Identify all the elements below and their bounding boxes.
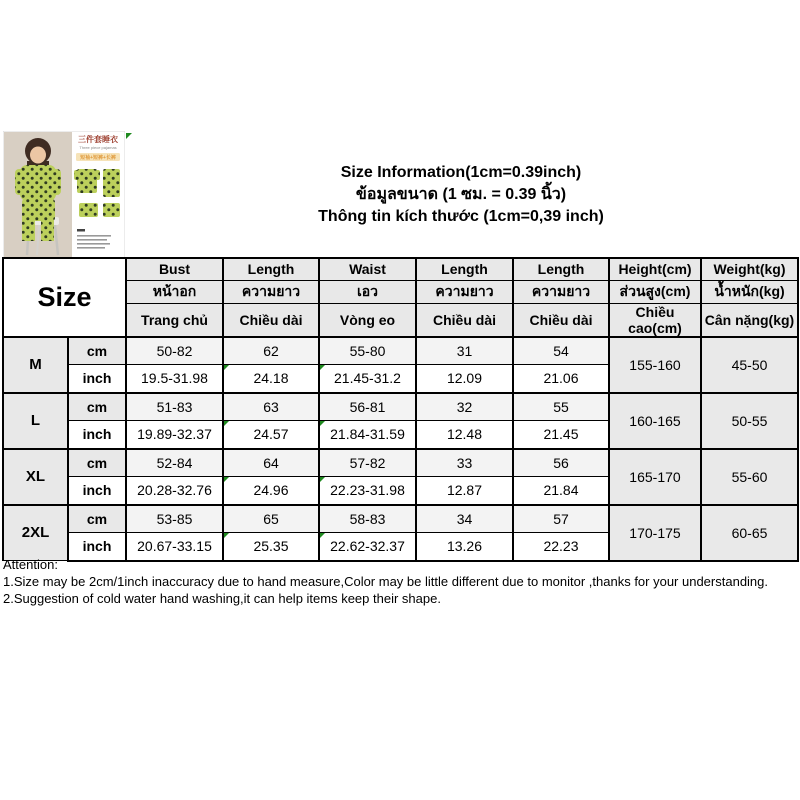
size-row-2XL-cm (3, 505, 798, 533)
col-header-vi-4: Chiều dài (513, 303, 609, 337)
value-inch-M-2: 21.45-31.2 (319, 365, 416, 393)
value-cm-2XL-2: 58-83 (319, 505, 416, 533)
value-cm-L-2: 56-81 (319, 393, 416, 421)
size-name-M: M (3, 337, 68, 393)
col-header-en-5: Height(cm) (609, 258, 701, 280)
value-inch-XL-4: 21.84 (513, 477, 609, 505)
value-cm-XL-0: 52-84 (126, 449, 223, 477)
value-cm-M-4: 54 (513, 337, 609, 365)
value-inch-XL-3: 12.87 (416, 477, 513, 505)
thumb-pants (103, 169, 120, 197)
value-cm-L-3: 32 (416, 393, 513, 421)
unit-cm-cell: cm (68, 337, 126, 365)
col-header-th-0: หน้าอก (126, 280, 223, 303)
height-range-XL: 165-170 (609, 449, 701, 505)
unit-cm-cell: cm (68, 449, 126, 477)
value-cm-XL-3: 33 (416, 449, 513, 477)
value-inch-2XL-0: 20.67-33.15 (126, 533, 223, 561)
value-inch-L-1: 24.57 (223, 421, 319, 449)
title-line-th: ข้อมูลขนาด (1 ซม. = 0.39 นิ้ว) (355, 186, 567, 203)
weight-range-2XL: 60-65 (701, 505, 798, 561)
unit-inch-cell: inch (68, 477, 126, 505)
excel-corner-marker (126, 133, 132, 139)
col-header-th-4: ความยาว (513, 280, 609, 303)
col-header-th-5: ส่วนสูง(cm) (609, 280, 701, 303)
value-cm-M-3: 31 (416, 337, 513, 365)
value-inch-XL-0: 20.28-32.76 (126, 477, 223, 505)
height-range-M: 155-160 (609, 337, 701, 393)
col-header-th-2: เอว (319, 280, 416, 303)
photo-label-cn: 三件套睡衣 (78, 135, 118, 144)
col-header-en-4: Length (513, 258, 609, 280)
col-header-en-3: Length (416, 258, 513, 280)
value-cm-2XL-4: 57 (513, 505, 609, 533)
value-cm-2XL-0: 53-85 (126, 505, 223, 533)
value-inch-M-0: 19.5-31.98 (126, 365, 223, 393)
col-header-th-3: ความยาว (416, 280, 513, 303)
col-header-th-6: น้ำหนัก(kg) (701, 280, 798, 303)
value-inch-M-3: 12.09 (416, 365, 513, 393)
size-row-M-cm (3, 337, 798, 365)
unit-inch-cell: inch (68, 421, 126, 449)
size-header-cell: Size (3, 258, 126, 337)
thumb-shorts (79, 203, 98, 217)
col-header-en-2: Waist (319, 258, 416, 280)
attention-line-2: 2.Suggestion of cold water hand washing,it can help items keep their shape. (3, 591, 441, 606)
weight-range-M: 45-50 (701, 337, 798, 393)
pajama-pants (22, 199, 55, 221)
value-cm-L-4: 55 (513, 393, 609, 421)
value-cm-L-0: 51-83 (126, 393, 223, 421)
value-inch-M-1: 24.18 (223, 365, 319, 393)
attention-block (3, 556, 797, 607)
size-table (2, 257, 799, 562)
value-inch-XL-2: 22.23-31.98 (319, 477, 416, 505)
size-row-L-cm (3, 393, 798, 421)
product-photo-art (3, 131, 125, 258)
height-range-L: 160-165 (609, 393, 701, 449)
unit-inch-cell: inch (68, 533, 126, 561)
photo-label-items: 短袖+短裤+长裤 (80, 155, 116, 161)
value-inch-L-2: 21.84-31.59 (319, 421, 416, 449)
unit-inch-cell: inch (68, 365, 126, 393)
value-inch-2XL-3: 13.26 (416, 533, 513, 561)
photo-label-en: Three piece pajamas (79, 145, 117, 150)
value-inch-M-4: 21.06 (513, 365, 609, 393)
size-name-2XL: 2XL (3, 505, 68, 561)
weight-range-L: 50-55 (701, 393, 798, 449)
title-block (125, 162, 797, 228)
value-inch-L-3: 12.48 (416, 421, 513, 449)
col-header-vi-3: Chiều dài (416, 303, 513, 337)
value-cm-M-0: 50-82 (126, 337, 223, 365)
value-cm-XL-1: 64 (223, 449, 319, 477)
col-header-en-1: Length (223, 258, 319, 280)
model-face (30, 147, 46, 164)
size-table-header (3, 258, 798, 337)
size-table-body (3, 337, 798, 561)
thumb-shirt (77, 169, 97, 193)
value-inch-2XL-1: 25.35 (223, 533, 319, 561)
pajama-top (20, 165, 56, 201)
value-inch-2XL-2: 22.62-32.37 (319, 533, 416, 561)
value-cm-XL-4: 56 (513, 449, 609, 477)
size-name-L: L (3, 393, 68, 449)
value-cm-2XL-1: 65 (223, 505, 319, 533)
col-header-th-1: ความยาว (223, 280, 319, 303)
value-cm-XL-2: 57-82 (319, 449, 416, 477)
col-header-vi-0: Trang chủ (126, 303, 223, 337)
value-inch-2XL-4: 22.23 (513, 533, 609, 561)
value-inch-XL-1: 24.96 (223, 477, 319, 505)
value-inch-L-0: 19.89-32.37 (126, 421, 223, 449)
unit-cm-cell: cm (68, 505, 126, 533)
value-cm-2XL-3: 34 (416, 505, 513, 533)
attention-heading: Attention: (3, 557, 58, 572)
col-header-vi-6: Cân nặng(kg) (701, 303, 798, 337)
attention-line-1: 1.Size may be 2cm/1inch inaccuracy due to hand measure,Color may be little different due to monitor ,thanks for your understanding. (3, 574, 769, 589)
title-line-en: Size Information(1cm=0.39inch) (340, 164, 582, 181)
weight-range-XL: 55-60 (701, 449, 798, 505)
value-inch-L-4: 21.45 (513, 421, 609, 449)
col-header-en-0: Bust (126, 258, 223, 280)
value-cm-M-2: 55-80 (319, 337, 416, 365)
title-line-vi: Thông tin kích thước (1cm=0,39 inch) (318, 208, 604, 225)
value-cm-M-1: 62 (223, 337, 319, 365)
col-header-vi-2: Vòng eo (319, 303, 416, 337)
value-cm-L-1: 63 (223, 393, 319, 421)
col-header-vi-5: Chiều cao(cm) (609, 303, 701, 337)
height-range-2XL: 170-175 (609, 505, 701, 561)
size-name-XL: XL (3, 449, 68, 505)
size-row-XL-cm (3, 449, 798, 477)
product-photo (3, 131, 125, 258)
unit-cm-cell: cm (68, 393, 126, 421)
col-header-vi-1: Chiều dài (223, 303, 319, 337)
col-header-en-6: Weight(kg) (701, 258, 798, 280)
